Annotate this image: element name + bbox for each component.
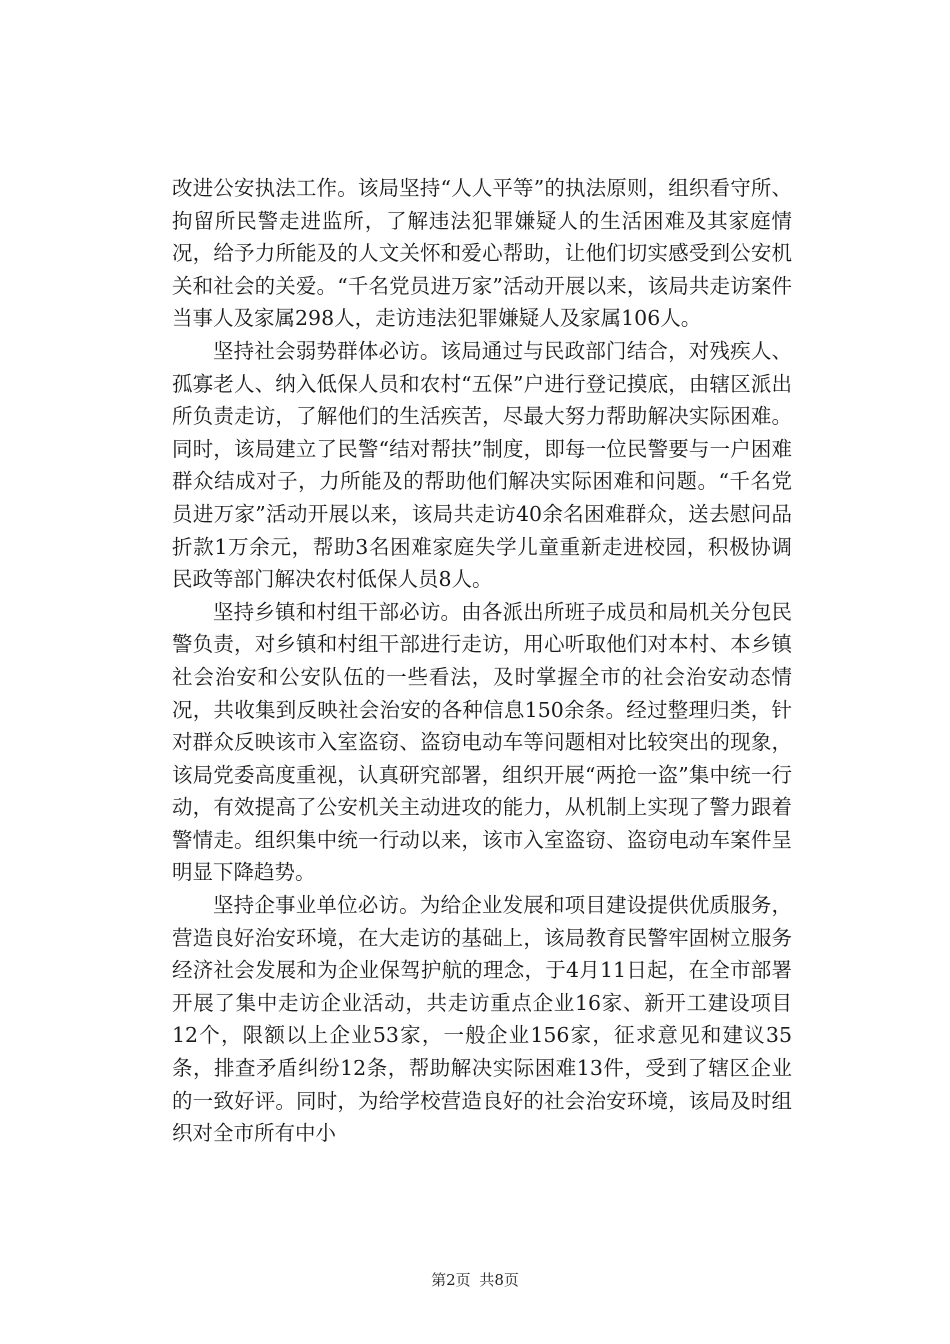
page-number: 第2页	[431, 1271, 471, 1289]
document-body	[172, 172, 792, 1150]
page-footer	[0, 1270, 950, 1290]
page-total: 共8页	[479, 1271, 519, 1289]
paragraph-4: 坚持企事业单位必访。为给企业发展和项目建设提供优质服务，营造良好治安环境，在大走访的基础上，该局教育民警牢固树立服务经济社会发展和为企业保驾护航的理念，于4月11日起，在全市部署开展了集中走访企业活动，共走访重点企业16家、新开工建设项目12个，限额以上企业53家，一般企业156家，征求意见和建议35条，排查矛盾纠纷12条，帮助解决实际困难13件，受到了辖区企业的一致好评。同时，为给学校营造良好的社会治安环境，该局及时组织对全市所有中小	[172, 893, 792, 1146]
paragraph-3: 坚持乡镇和村组干部必访。由各派出所班子成员和局机关分包民警负责，对乡镇和村组干部进行走访，用心听取他们对本村、本乡镇社会治安和公安队伍的一些看法，及时掌握全市的社会治安动态情况，共收集到反映社会治安的各种信息150余条。经过整理归类，针对群众反映该市入室盗窃、盗窃电动车等问题相对比较突出的现象，该局党委高度重视，认真研究部署，组织开展“两抢一盗”集中统一行动，有效提高了公安机关主动进攻的能力，从机制上实现了警力跟着警情走。组织集中统一行动以来，该市入室盗窃、盗窃电动车案件呈明显下降趋势。	[172, 599, 792, 885]
paragraph-1: 改进公安执法工作。该局坚持“人人平等”的执法原则，组织看守所、拘留所民警走进监所，了解违法犯罪嫌疑人的生活困难及其家庭情况，给予力所能及的人文关怀和爱心帮助，让他们切实感受到公安机关和社会的关爱。“千名党员进万家”活动开展以来，该局共走访案件当事人及家属298人，走访违法犯罪嫌疑人及家属106人。	[172, 176, 792, 331]
paragraph-2: 坚持社会弱势群体必访。该局通过与民政部门结合，对残疾人、孤寡老人、纳入低保人员和农村“五保”户进行登记摸底，由辖区派出所负责走访，了解他们的生活疾苦，尽最大努力帮助解决实际困难。同时，该局建立了民警“结对帮扶”制度，即每一位民警要与一户困难群众结成对子，力所能及的帮助他们解决实际困难和问题。“千名党员进万家”活动开展以来，该局共走访40余名困难群众，送去慰问品折款1万余元，帮助3名困难家庭失学儿童重新走进校园，积极协调民政等部门解决农村低保人员8人。	[172, 338, 792, 592]
